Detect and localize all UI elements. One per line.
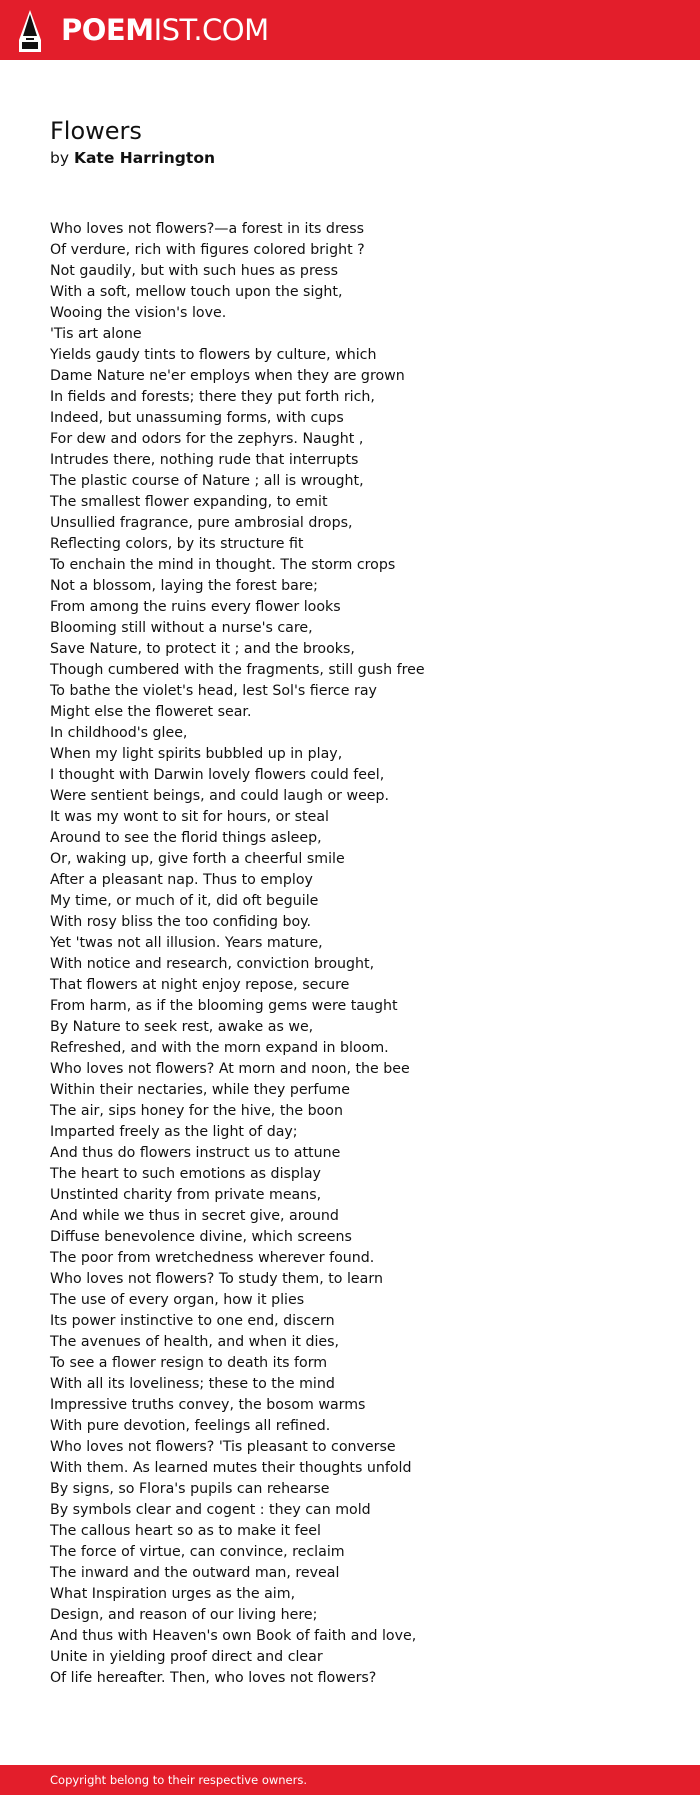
poem-line: By signs, so Flora's pupils can rehearse bbox=[50, 1481, 330, 1497]
poem-line: Within their nectaries, while they perfume bbox=[50, 1082, 350, 1098]
poem-line: The heart to such emotions as display bbox=[50, 1166, 321, 1182]
poem-line: With pure devotion, feelings all refined. bbox=[50, 1418, 331, 1434]
poem-line: When my light spirits bubbled up in play, bbox=[50, 746, 343, 762]
poem-line: By symbols clear and cogent : they can mold bbox=[50, 1502, 371, 1518]
poem-line: Wooing the vision's love. bbox=[50, 305, 227, 321]
logo-brand-bold: POEM bbox=[61, 13, 154, 47]
poem-line: The smallest flower expanding, to emit bbox=[50, 494, 328, 510]
logo-brand-light: IST.COM bbox=[153, 13, 269, 47]
poem-line: In childhood's glee, bbox=[50, 725, 188, 741]
poem-line: Might else the floweret sear. bbox=[50, 704, 252, 720]
poem-line: Indeed, but unassuming forms, with cups bbox=[50, 410, 344, 426]
site-footer bbox=[0, 1765, 700, 1795]
poem-line: Around to see the florid things asleep, bbox=[50, 830, 322, 846]
poem-line: The plastic course of Nature ; all is wrought, bbox=[50, 473, 364, 489]
poem-line: To see a flower resign to death its form bbox=[50, 1355, 328, 1371]
poem-line: With a soft, mellow touch upon the sight, bbox=[50, 284, 343, 300]
poem-line: The poor from wretchedness wherever found. bbox=[50, 1250, 375, 1266]
poem-line: 'Tis art alone bbox=[50, 326, 142, 342]
poem-line: Though cumbered with the fragments, still gush free bbox=[50, 662, 425, 678]
poem-line: I thought with Darwin lovely flowers could feel, bbox=[50, 767, 385, 783]
poem-title: Flowers bbox=[50, 117, 142, 145]
poem-line: After a pleasant nap. Thus to employ bbox=[50, 872, 313, 888]
poem-line: Dame Nature ne'er employs when they are grown bbox=[50, 368, 405, 384]
poem-byline bbox=[50, 148, 215, 168]
byline-prefix: by bbox=[50, 149, 70, 167]
poem-line: The force of virtue, can convince, reclaim bbox=[50, 1544, 345, 1560]
poem-line: Diffuse benevolence divine, which screens bbox=[50, 1229, 352, 1245]
footer-copyright: Copyright belong to their respective owners. bbox=[50, 1773, 308, 1787]
poem-line: Not gaudily, but with such hues as press bbox=[50, 263, 338, 279]
poem-line: Impressive truths convey, the bosom warms bbox=[50, 1397, 366, 1413]
poem-line: That flowers at night enjoy repose, secure bbox=[50, 977, 350, 993]
poem-line: And while we thus in secret give, around bbox=[50, 1208, 339, 1224]
pencil-icon[interactable] bbox=[18, 10, 42, 52]
poem-line: Who loves not flowers? 'Tis pleasant to converse bbox=[50, 1439, 396, 1455]
poem-line: Its power instinctive to one end, discern bbox=[50, 1313, 335, 1329]
poem-line: What Inspiration urges as the aim, bbox=[50, 1586, 296, 1602]
poem-line: Of verdure, rich with figures colored bright ? bbox=[50, 242, 365, 258]
poem-line: Save Nature, to protect it ; and the brooks, bbox=[50, 641, 355, 657]
poem-line: Refreshed, and with the morn expand in bloom. bbox=[50, 1040, 389, 1056]
poem-line: In fields and forests; there they put forth rich, bbox=[50, 389, 375, 405]
poem-line: Who loves not flowers?—a forest in its dress bbox=[50, 221, 364, 237]
poem-line: The air, sips honey for the hive, the boon bbox=[50, 1103, 343, 1119]
poem-line: Or, waking up, give forth a cheerful smile bbox=[50, 851, 345, 867]
poem-line: Yields gaudy tints to flowers by culture, which bbox=[50, 347, 377, 363]
poem-line: Not a blossom, laying the forest bare; bbox=[50, 578, 318, 594]
poem-line: For dew and odors for the zephyrs. Naught , bbox=[50, 431, 364, 447]
poem-line: And thus do flowers instruct us to attune bbox=[50, 1145, 341, 1161]
poem-line: Were sentient beings, and could laugh or weep. bbox=[50, 788, 390, 804]
poem-line: Who loves not flowers? At morn and noon, the bee bbox=[50, 1061, 410, 1077]
poem-line: My time, or much of it, did oft beguile bbox=[50, 893, 319, 909]
poem-line: And thus with Heaven's own Book of faith and love, bbox=[50, 1628, 417, 1644]
site-logo[interactable] bbox=[61, 12, 269, 48]
poem-line: Imparted freely as the light of day; bbox=[50, 1124, 298, 1140]
poem-line: To enchain the mind in thought. The storm crops bbox=[50, 557, 396, 573]
poem-line: With rosy bliss the too confiding boy. bbox=[50, 914, 312, 930]
poem-line: The use of every organ, how it plies bbox=[50, 1292, 305, 1308]
poem-line: Unstinted charity from private means, bbox=[50, 1187, 322, 1203]
poem-line: The callous heart so as to make it feel bbox=[50, 1523, 321, 1539]
poem-line: The avenues of health, and when it dies, bbox=[50, 1334, 340, 1350]
poem-line: Unsullied fragrance, pure ambrosial drops, bbox=[50, 515, 353, 531]
poem-line: Reflecting colors, by its structure fit bbox=[50, 536, 304, 552]
poem-body bbox=[50, 219, 425, 1689]
poem-author: Kate Harrington bbox=[73, 149, 215, 167]
poem-line: Who loves not flowers? To study them, to learn bbox=[50, 1271, 383, 1287]
poem-line: Unite in yielding proof direct and clear bbox=[50, 1649, 323, 1665]
poem-line: From among the ruins every flower looks bbox=[50, 599, 341, 615]
poem-line: With notice and research, conviction brought, bbox=[50, 956, 375, 972]
poem-line: Yet 'twas not all illusion. Years mature, bbox=[50, 935, 323, 951]
poem-line: Blooming still without a nurse's care, bbox=[50, 620, 313, 636]
poem-line: By Nature to seek rest, awake as we, bbox=[50, 1019, 314, 1035]
poem-line: To bathe the violet's head, lest Sol's fierce ray bbox=[50, 683, 377, 699]
poem-line: The inward and the outward man, reveal bbox=[50, 1565, 340, 1581]
site-header bbox=[0, 0, 700, 60]
poem-line: It was my wont to sit for hours, or steal bbox=[50, 809, 329, 825]
poem-line: From harm, as if the blooming gems were taught bbox=[50, 998, 398, 1014]
poem-line: Design, and reason of our living here; bbox=[50, 1607, 318, 1623]
poem-line: Intrudes there, nothing rude that interrupts bbox=[50, 452, 359, 468]
poem-line: With them. As learned mutes their thoughts unfold bbox=[50, 1460, 412, 1476]
poem-line: With all its loveliness; these to the mind bbox=[50, 1376, 335, 1392]
poem-line: Of life hereafter. Then, who loves not flowers? bbox=[50, 1670, 377, 1686]
